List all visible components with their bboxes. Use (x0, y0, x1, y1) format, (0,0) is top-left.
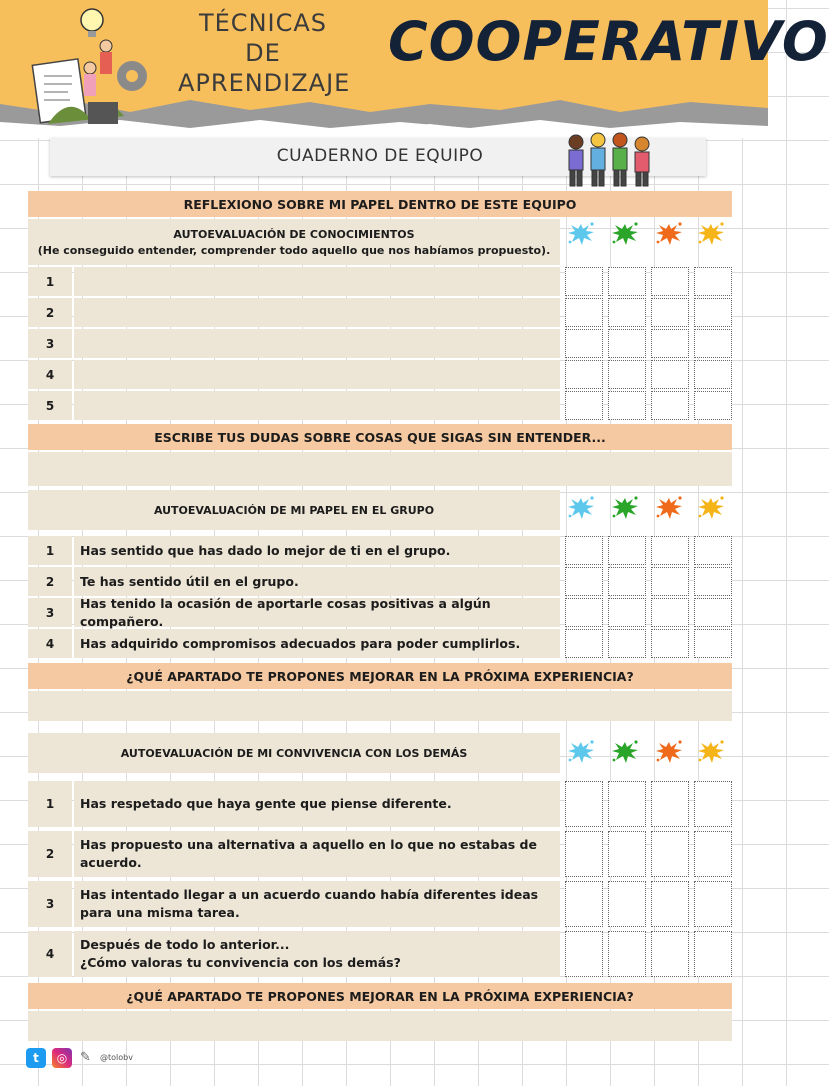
paint-splash-icon (566, 220, 596, 246)
rating-box-4[interactable] (694, 781, 732, 827)
row-number: 1 (28, 267, 72, 296)
paint-splash-icon (566, 738, 596, 764)
rating-box-4[interactable] (694, 329, 732, 358)
paint-splash-icon (610, 220, 640, 246)
row-statement (74, 298, 560, 327)
dudas-input-area[interactable] (28, 452, 732, 486)
paint-splash-icon (696, 738, 726, 764)
rating-box-3[interactable] (651, 536, 689, 565)
rating-box-1[interactable] (565, 267, 603, 296)
rating-box-1[interactable] (565, 629, 603, 658)
rating-box-1[interactable] (565, 298, 603, 327)
knowledge-heading-cell (28, 219, 560, 265)
rating-box-2[interactable] (608, 931, 646, 977)
header-illustration (28, 4, 168, 134)
papel-mejorar-input-area[interactable] (28, 691, 732, 721)
rating-box-3[interactable] (651, 567, 689, 596)
rating-box-1[interactable] (565, 391, 603, 420)
paint-splash-icon (654, 494, 684, 520)
row-statement: Te has sentido útil en el grupo. (74, 567, 560, 596)
rating-box-1[interactable] (565, 360, 603, 389)
rating-box-3[interactable] (651, 881, 689, 927)
rating-box-3[interactable] (651, 831, 689, 877)
row-number: 3 (28, 598, 72, 627)
dudas-band: ESCRIBE TUS DUDAS SOBRE COSAS QUE SIGAS SIN ENTENDER... (28, 424, 732, 450)
row-number: 2 (28, 298, 72, 327)
header-subtitle (178, 8, 351, 98)
row-statement: Has tenido la ocasión de aportarle cosas positivas a algún compañero. (74, 598, 560, 627)
rating-box-4[interactable] (694, 831, 732, 877)
header-title-line2: APRENDIZAJE (178, 69, 351, 97)
row-statement: Has intentado llegar a un acuerdo cuando había diferentes ideas para una misma tarea. (74, 881, 560, 927)
rating-box-4[interactable] (694, 881, 732, 927)
papel-heading-cell (28, 490, 560, 530)
author-handle: @tolobv (100, 1053, 133, 1062)
pencil-icon: ✎ (80, 1050, 91, 1065)
rating-box-3[interactable] (651, 298, 689, 327)
knowledge-heading: AUTOEVALUACIÓN DE CONOCIMIENTOS (173, 227, 415, 241)
section-reflexiono-band: REFLEXIONO SOBRE MI PAPEL DENTRO DE ESTE EQUIPO (28, 191, 732, 217)
paint-splash-icon (696, 220, 726, 246)
rating-box-4[interactable] (694, 391, 732, 420)
rating-box-2[interactable] (608, 598, 646, 627)
rating-box-1[interactable] (565, 536, 603, 565)
paint-splash-icon (610, 738, 640, 764)
rating-box-1[interactable] (565, 931, 603, 977)
rating-box-2[interactable] (608, 831, 646, 877)
row-statement: Has respetado que haya gente que piense diferente. (74, 781, 560, 827)
row-number: 4 (28, 931, 72, 977)
rating-box-4[interactable] (694, 598, 732, 627)
row-number: 3 (28, 329, 72, 358)
rating-box-3[interactable] (651, 267, 689, 296)
knowledge-subheading: (He conseguido entender, comprender todo aquello que nos habíamos propuesto). (37, 243, 551, 257)
row-number: 1 (28, 536, 72, 565)
rating-box-2[interactable] (608, 391, 646, 420)
row-statement (74, 391, 560, 420)
row-statement: Has adquirido compromisos adecuados para poder cumplirlos. (74, 629, 560, 658)
rating-box-4[interactable] (694, 567, 732, 596)
paint-splash-icon (696, 494, 726, 520)
rating-box-1[interactable] (565, 831, 603, 877)
students-illustration (556, 128, 666, 190)
rating-box-3[interactable] (651, 360, 689, 389)
convivencia-heading-cell (28, 733, 560, 773)
paint-splash-icon (654, 220, 684, 246)
rating-box-4[interactable] (694, 536, 732, 565)
convivencia-mejorar-input-area[interactable] (28, 1011, 732, 1041)
rating-box-3[interactable] (651, 931, 689, 977)
rating-box-2[interactable] (608, 881, 646, 927)
row-statement: Después de todo lo anterior... ¿Cómo valoras tu convivencia con los demás? (74, 931, 560, 977)
rating-box-2[interactable] (608, 329, 646, 358)
paint-splash-icon (566, 494, 596, 520)
paint-splash-icon (610, 494, 640, 520)
page-title: CUADERNO DE EQUIPO (276, 146, 484, 166)
rating-box-4[interactable] (694, 360, 732, 389)
rating-box-3[interactable] (651, 391, 689, 420)
instagram-icon[interactable]: ◎ (52, 1048, 72, 1068)
rating-box-1[interactable] (565, 567, 603, 596)
rating-box-2[interactable] (608, 298, 646, 327)
rating-box-4[interactable] (694, 267, 732, 296)
rating-box-4[interactable] (694, 629, 732, 658)
rating-box-2[interactable] (608, 629, 646, 658)
rating-box-4[interactable] (694, 931, 732, 977)
row-number: 5 (28, 391, 72, 420)
header-title-line1: TÉCNICAS DE (198, 9, 328, 67)
row-statement (74, 267, 560, 296)
rating-box-1[interactable] (565, 598, 603, 627)
papel-heading: AUTOEVALUACIÓN DE MI PAPEL EN EL GRUPO (153, 503, 435, 517)
rating-box-3[interactable] (651, 781, 689, 827)
papel-mejorar-band: ¿QUÉ APARTADO TE PROPONES MEJORAR EN LA PRÓXIMA EXPERIENCIA? (28, 663, 732, 689)
header-title: COOPERATIVO (388, 10, 829, 73)
rating-box-2[interactable] (608, 267, 646, 296)
rating-box-4[interactable] (694, 298, 732, 327)
row-statement (74, 360, 560, 389)
row-number: 2 (28, 567, 72, 596)
rating-box-3[interactable] (651, 329, 689, 358)
row-number: 2 (28, 831, 72, 877)
row-statement: Has propuesto una alternativa a aquello en lo que no estabas de acuerdo. (74, 831, 560, 877)
rating-box-1[interactable] (565, 781, 603, 827)
paint-splash-icon (654, 738, 684, 764)
row-number: 3 (28, 881, 72, 927)
twitter-icon[interactable]: t (26, 1048, 46, 1068)
row-statement: Has sentido que has dado lo mejor de ti en el grupo. (74, 536, 560, 565)
rating-box-2[interactable] (608, 567, 646, 596)
rating-box-1[interactable] (565, 881, 603, 927)
convivencia-mejorar-band: ¿QUÉ APARTADO TE PROPONES MEJORAR EN LA PRÓXIMA EXPERIENCIA? (28, 983, 732, 1009)
rating-box-3[interactable] (651, 598, 689, 627)
row-number: 4 (28, 360, 72, 389)
convivencia-heading: AUTOEVALUACIÓN DE MI CONVIVENCIA CON LOS DEMÁS (120, 746, 468, 760)
rating-box-2[interactable] (608, 360, 646, 389)
row-number: 1 (28, 781, 72, 827)
row-number: 4 (28, 629, 72, 658)
rating-box-2[interactable] (608, 536, 646, 565)
rating-box-1[interactable] (565, 329, 603, 358)
row-statement (74, 329, 560, 358)
rating-box-3[interactable] (651, 629, 689, 658)
rating-box-2[interactable] (608, 781, 646, 827)
